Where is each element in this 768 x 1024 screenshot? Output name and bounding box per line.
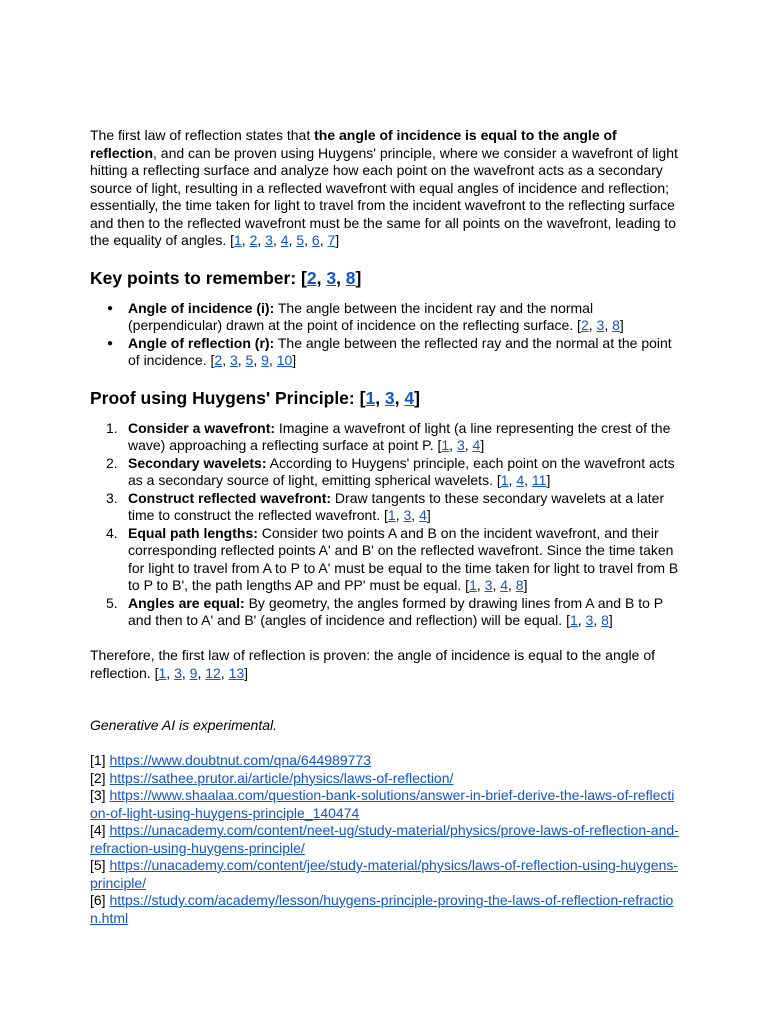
citation-link[interactable]: 2 xyxy=(214,352,223,368)
citation-link[interactable]: 3 xyxy=(326,267,337,288)
list-item xyxy=(106,419,682,455)
citation-link[interactable]: 3 xyxy=(265,232,273,248)
citation-link[interactable]: 4 xyxy=(419,507,427,523)
conclusion-text: Therefore, the first law of reflection is proven: the angle of incidence is equal to the angle of reflection. xyxy=(90,647,655,681)
list-item-citations: [1, 3, 4, 8] xyxy=(465,577,528,593)
list-item-text: The angle between the reflected ray and the normal at the point of incidence. xyxy=(128,334,672,368)
citation-link[interactable]: 5 xyxy=(296,232,305,248)
citation-link[interactable]: 10 xyxy=(276,352,293,368)
list-item-text: Imagine a wavefront of light (a line representing the crest of the wave) approaching a reflecting surface at point P. xyxy=(128,419,671,453)
list-item-number: 5. xyxy=(106,594,118,611)
citation-link[interactable]: 8 xyxy=(515,577,524,593)
citation-link[interactable]: 2 xyxy=(249,232,258,248)
list-item-citations: [1, 3, 4] xyxy=(437,437,485,453)
reference-link[interactable]: https://www.doubtnut.com/qna/644989773 xyxy=(109,752,371,768)
reference-item xyxy=(90,752,682,770)
spacer xyxy=(90,682,682,717)
conclusion-paragraph xyxy=(90,647,682,682)
list-item-number: 4. xyxy=(106,524,118,541)
proof-heading xyxy=(90,387,682,409)
list-item-text: According to Huygens' principle, each point on the wavefront acts as a secondary source of light, emitting spherical wavelets. xyxy=(128,454,675,488)
reference-label: [2] xyxy=(90,769,106,786)
reference-item xyxy=(90,770,682,788)
reference-item xyxy=(90,822,682,857)
document-content xyxy=(90,127,682,927)
list-item-text: The angle between the incident ray and the normal (perpendicular) drawn at the point of incidence on the reflecting surface. xyxy=(128,299,594,333)
citation-link[interactable]: 1 xyxy=(469,577,477,593)
references-list xyxy=(90,752,682,927)
proof-heading-citations: [1, 3, 4] xyxy=(359,387,420,408)
reference-item xyxy=(90,787,682,822)
citation-link[interactable]: 3 xyxy=(384,387,395,408)
reference-item xyxy=(90,892,682,927)
list-item-citations: [2, 3, 8] xyxy=(577,317,624,333)
citation-link[interactable]: 3 xyxy=(229,352,238,368)
list-item-citations: [1, 3, 8] xyxy=(566,612,613,628)
reference-link[interactable]: https://study.com/academy/lesson/huygens-principle-proving-the-laws-of-reflection-refraction.html xyxy=(90,892,674,926)
list-item xyxy=(106,489,682,525)
citation-link[interactable]: 1 xyxy=(158,664,167,681)
intro-citations: [1, 2, 3, 4, 5, 6, 7] xyxy=(230,232,340,248)
intro-text-after: , and can be proven using Huygens' principle, where we consider a wavefront of light hitting a reflecting surface and analyze how each point on the wavefront acts as a secondary source of light, resulting in a reflected wavefront with equal angles of incidence and reflection; essentially, the time taken for light to travel from the incident wavefront to the reflecting surface and then to the reflected wavefront must be the same for all points on the wavefront, leading to the equality of angles. xyxy=(90,144,678,248)
list-item-number: 3. xyxy=(106,489,118,506)
citation-link[interactable]: 3 xyxy=(403,507,412,523)
list-item-citations: [1, 4, 11] xyxy=(496,472,551,488)
reference-label: [3] xyxy=(90,787,106,803)
list-item-term: Secondary wavelets: xyxy=(128,454,267,471)
list-item-term: Construct reflected wavefront: xyxy=(128,489,332,506)
list-item-term: Angle of incidence (i): xyxy=(128,299,275,316)
reference-label: [6] xyxy=(90,892,106,908)
citation-link[interactable]: 1 xyxy=(569,612,578,628)
reference-link[interactable]: https://www.shaalaa.com/question-bank-solutions/answer-in-brief-derive-the-laws-of-reflection-of-light-using-huygens-principle_140474 xyxy=(90,787,675,821)
citation-link[interactable]: 4 xyxy=(516,472,525,488)
citation-link[interactable]: 12 xyxy=(205,664,221,681)
list-item-number: 1. xyxy=(106,419,118,436)
list-item-citations: [2, 3, 5, 9, 10] xyxy=(210,352,297,368)
list-item-text: By geometry, the angles formed by drawing lines from A and B to P and then to A' and B' (angles of incidence and reflection) will be equal. xyxy=(128,594,663,628)
list-item xyxy=(128,300,682,335)
citation-link[interactable]: 4 xyxy=(404,387,415,408)
citation-link[interactable]: 1 xyxy=(387,507,396,523)
citation-link[interactable]: 8 xyxy=(601,612,609,628)
proof-heading-text: Proof using Huygens' Principle: xyxy=(90,387,355,408)
citation-link[interactable]: 11 xyxy=(531,472,547,488)
citation-link[interactable]: 1 xyxy=(234,232,242,248)
citation-link[interactable]: 5 xyxy=(245,352,254,368)
citation-link[interactable]: 13 xyxy=(228,664,245,681)
key-points-list xyxy=(90,300,682,370)
list-item-number: 2. xyxy=(106,454,118,471)
conclusion-citations: [1, 3, 9, 12, 13] xyxy=(154,664,249,681)
citation-link[interactable]: 4 xyxy=(280,232,289,248)
citation-link[interactable]: 8 xyxy=(345,267,356,288)
list-item xyxy=(106,524,682,595)
intro-text-before: The first law of reflection states that xyxy=(90,127,315,143)
citation-link[interactable]: 9 xyxy=(189,664,198,681)
list-item-text: Draw tangents to these secondary wavelets at a later time to construct the reflected wavefront. xyxy=(128,489,665,523)
citation-link[interactable]: 4 xyxy=(500,577,509,593)
citation-link[interactable]: 1 xyxy=(365,387,376,408)
citation-link[interactable]: 3 xyxy=(456,437,465,453)
list-item-term: Angle of reflection (r): xyxy=(128,334,275,351)
reference-link[interactable]: https://sathee.prutor.ai/article/physics/laws-of-reflection/ xyxy=(109,769,454,786)
intro-paragraph xyxy=(90,127,682,250)
reference-link[interactable]: https://unacademy.com/content/jee/study-material/physics/laws-of-reflection-using-huygens-principle/ xyxy=(90,857,679,891)
disclaimer: Generative AI is experimental. xyxy=(90,717,278,733)
list-item xyxy=(128,335,682,370)
key-points-heading xyxy=(90,267,682,289)
proof-steps-list xyxy=(90,420,682,630)
key-points-heading-citations: [2, 3, 8] xyxy=(301,267,362,288)
list-item-term: Angles are equal: xyxy=(128,594,245,611)
citation-link[interactable]: 1 xyxy=(500,472,509,488)
citation-link[interactable]: 2 xyxy=(580,317,589,333)
list-item-term: Equal path lengths: xyxy=(128,524,258,541)
reference-item xyxy=(90,857,682,892)
list-item-text: Consider two points A and B on the incident wavefront, and their corresponding reflected points A' and B' on the reflected wavefront. Since the time taken for light to travel from A to P to A' must be equal to the time taken for light to travel from B to P to B', the path lengths AP and PP' must be equal. xyxy=(128,524,679,593)
citation-link[interactable]: 4 xyxy=(472,437,481,453)
key-points-heading-text: Key points to remember: xyxy=(90,267,297,288)
spacer xyxy=(90,735,682,753)
list-item-citations: [1, 3, 4] xyxy=(384,507,431,523)
citation-link[interactable]: 9 xyxy=(261,352,269,368)
reference-label: [1] xyxy=(90,752,106,768)
reference-label: [4] xyxy=(90,822,106,838)
citation-link[interactable]: 3 xyxy=(596,317,605,333)
reference-label: [5] xyxy=(90,857,106,873)
citation-link[interactable]: 2 xyxy=(306,267,317,288)
citation-link[interactable]: 8 xyxy=(612,317,620,333)
citation-link[interactable]: 1 xyxy=(441,437,450,453)
citation-link[interactable]: 3 xyxy=(585,612,594,628)
citation-link[interactable]: 3 xyxy=(484,577,493,593)
citation-link[interactable]: 6 xyxy=(311,232,320,248)
reference-link[interactable]: https://unacademy.com/content/neet-ug/study-material/physics/prove-laws-of-reflection-and-refraction-using-huygens-principle/ xyxy=(90,822,679,856)
list-item xyxy=(106,594,682,630)
intro-bold-text: the angle of incidence is equal to the angle of reflection xyxy=(90,127,617,161)
citation-link[interactable]: 7 xyxy=(327,232,336,248)
list-item xyxy=(106,454,682,490)
list-item-term: Consider a wavefront: xyxy=(128,419,276,436)
citation-link[interactable]: 3 xyxy=(174,664,182,681)
spacer xyxy=(90,630,682,648)
